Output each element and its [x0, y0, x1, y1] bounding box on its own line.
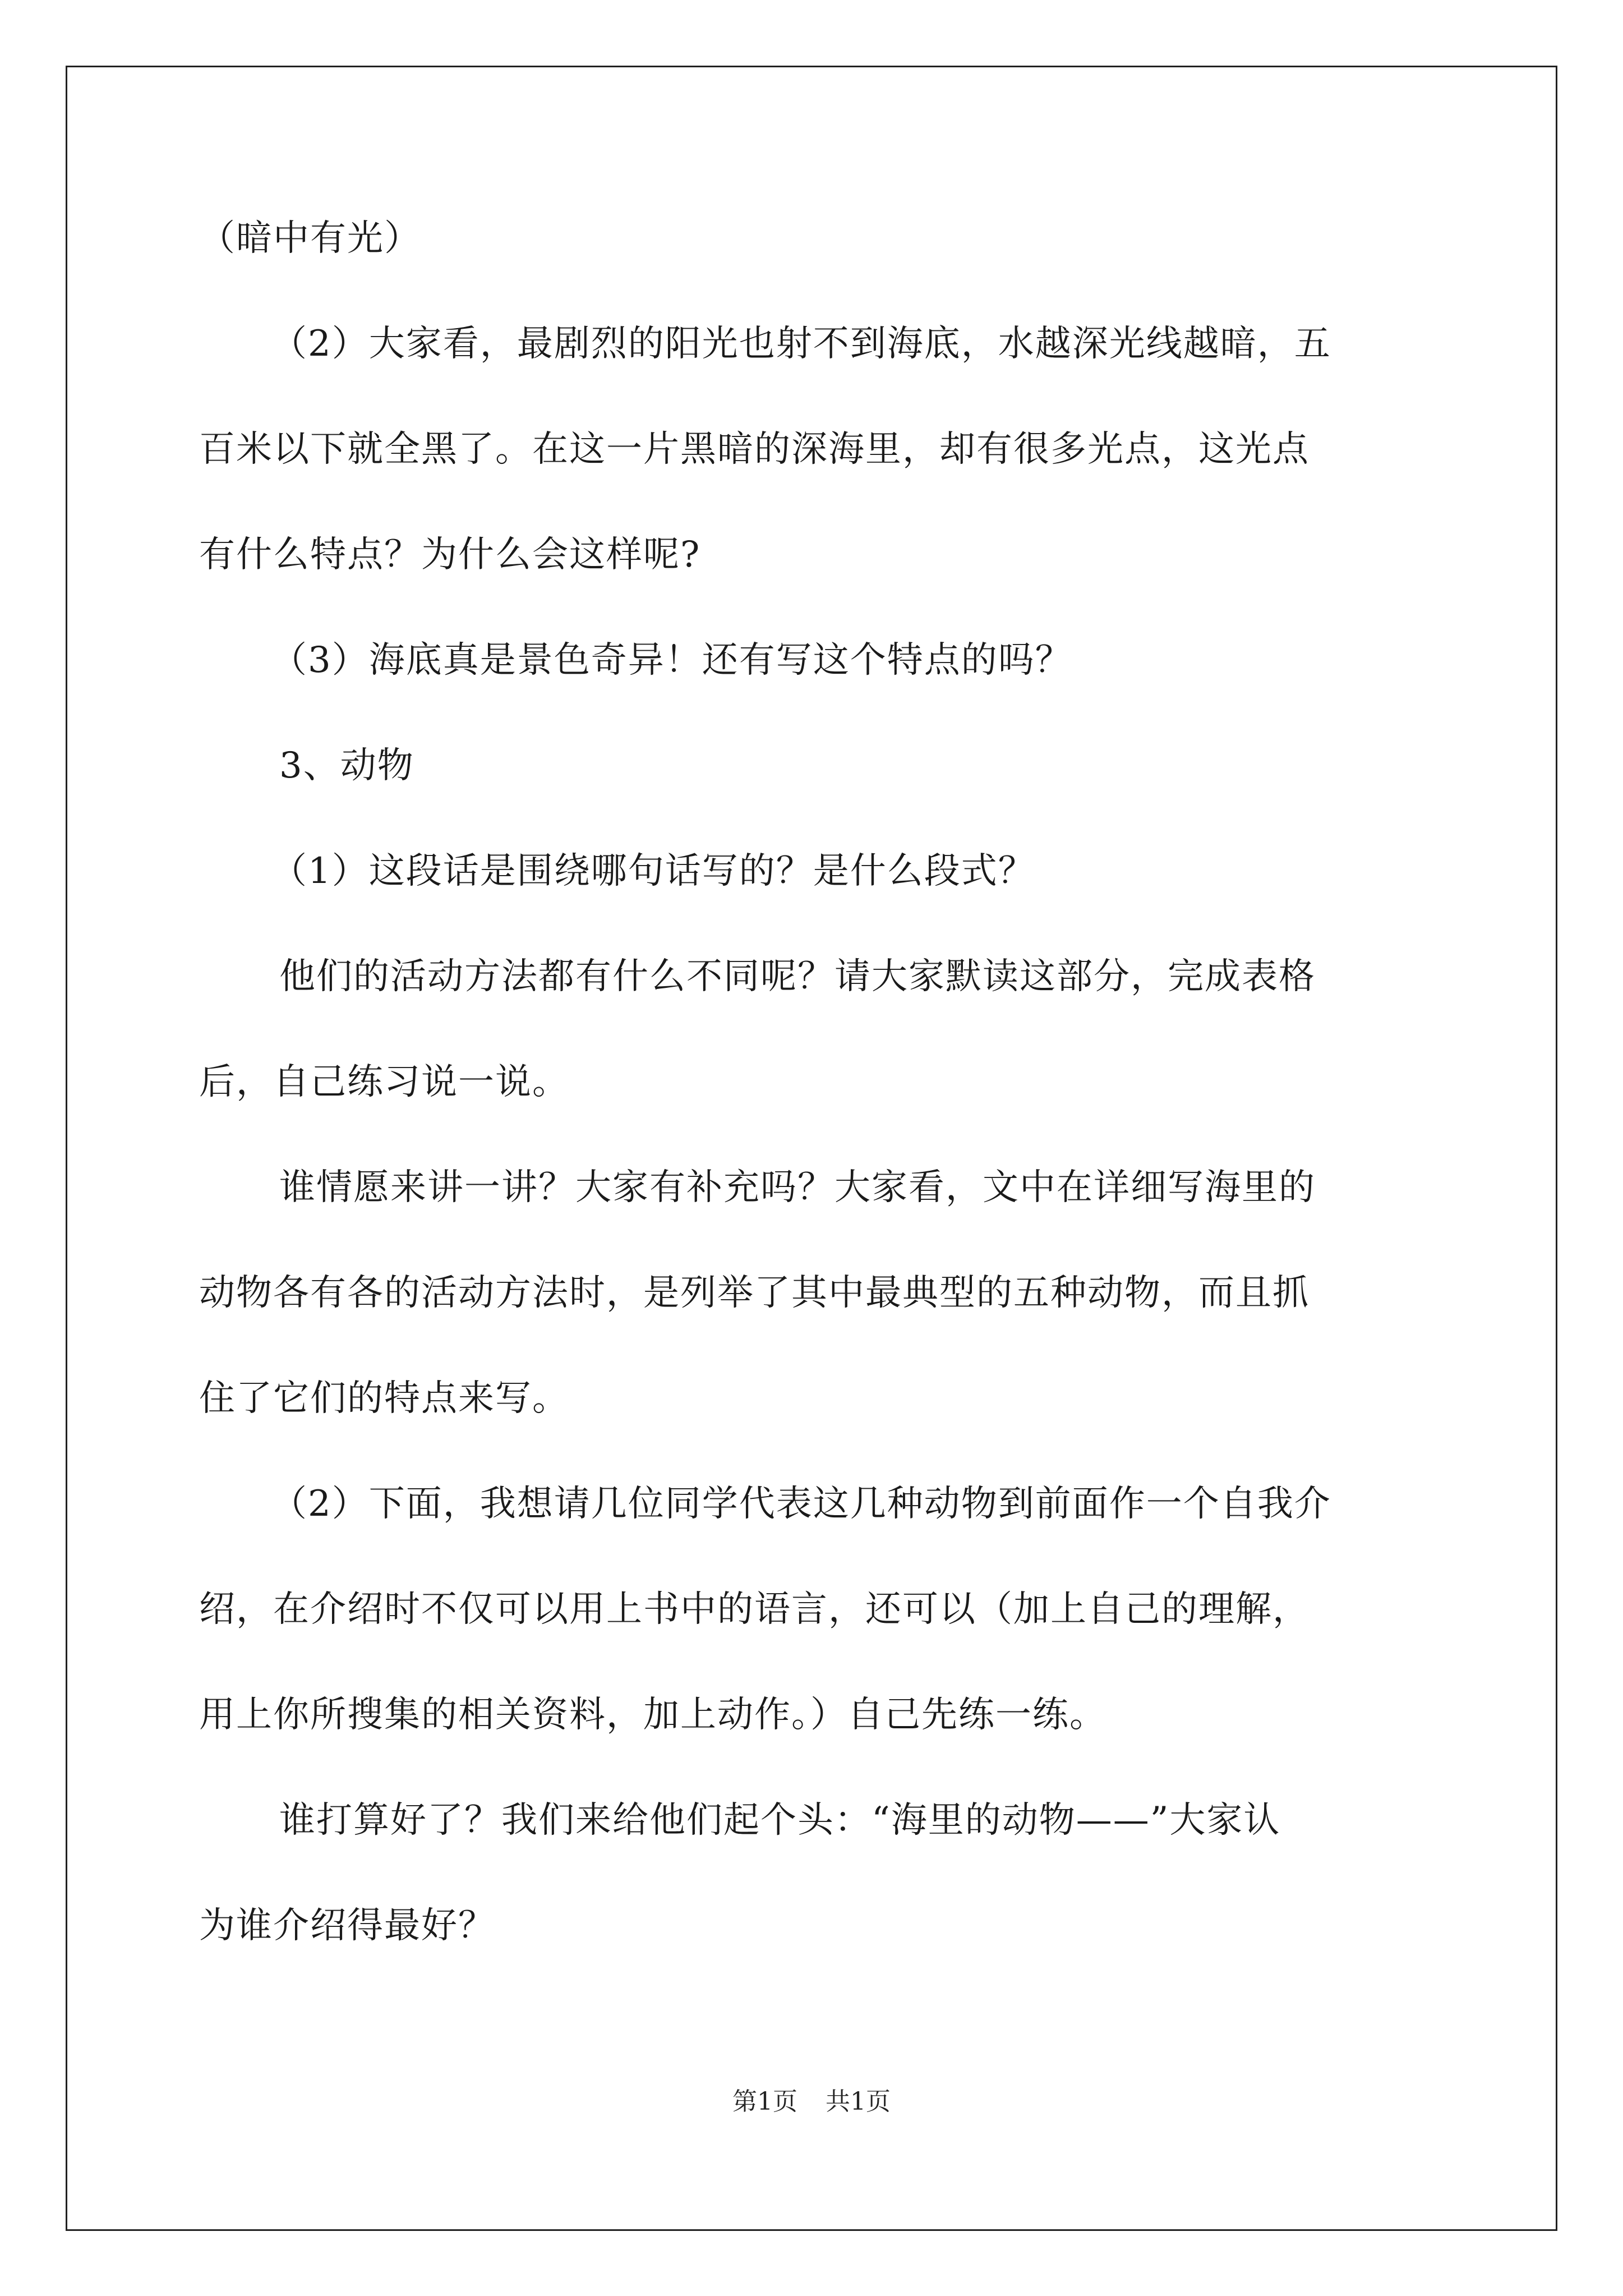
text-line-3: 百米以下就全黑了。在这一片黑暗的深海里，却有很多光点，这光点 [199, 429, 1310, 470]
text-line-14: 绍，在介绍时不仅可以用上书中的语言，还可以（加上自己的理解， [199, 1589, 1310, 1630]
text-line-17: 为谁介绍得最好？ [199, 1905, 495, 1947]
text-line-10: 谁情愿来讲一讲？大家有补充吗？大家看，文中在详细写海里的 [279, 1167, 1316, 1208]
text-line-8: 他们的活动方法都有什么不同呢？请大家默读这部分，完成表格 [279, 956, 1316, 997]
text-line-2: （2）大家看，最剧烈的阳光也射不到海底，水越深光线越暗，五 [271, 323, 1331, 365]
text-line-9: 后，自己练习说一说。 [199, 1061, 569, 1103]
page-footer [0, 2081, 1623, 2117]
section-heading: 3、动物 [279, 745, 414, 786]
text-line-13: （2）下面，我想请几位同学代表这几种动物到前面作一个自我介 [271, 1483, 1331, 1525]
text-line-4: 有什么特点？为什么会这样呢? [199, 534, 701, 576]
text-line-15: 用上你所搜集的相关资料，加上动作。）自己先练一练。 [199, 1694, 1106, 1736]
text-line-5: （3）海底真是景色奇异！还有写这个特点的吗？ [271, 639, 1072, 681]
page-number: 第1页 [732, 2087, 797, 2116]
text-line-16: 谁打算好了？我们来给他们起个头：“海里的动物——”大家认 [279, 1800, 1281, 1841]
text-line-1: （暗中有光） [199, 218, 421, 259]
text-line-7: （1）这段话是围绕哪句话写的？是什么段式？ [271, 850, 1035, 892]
text-line-12: 住了它们的特点来写。 [199, 1378, 569, 1419]
page-total: 共1页 [826, 2087, 891, 2116]
text-line-11: 动物各有各的活动方法时，是列举了其中最典型的五种动物，而且抓 [199, 1272, 1310, 1314]
